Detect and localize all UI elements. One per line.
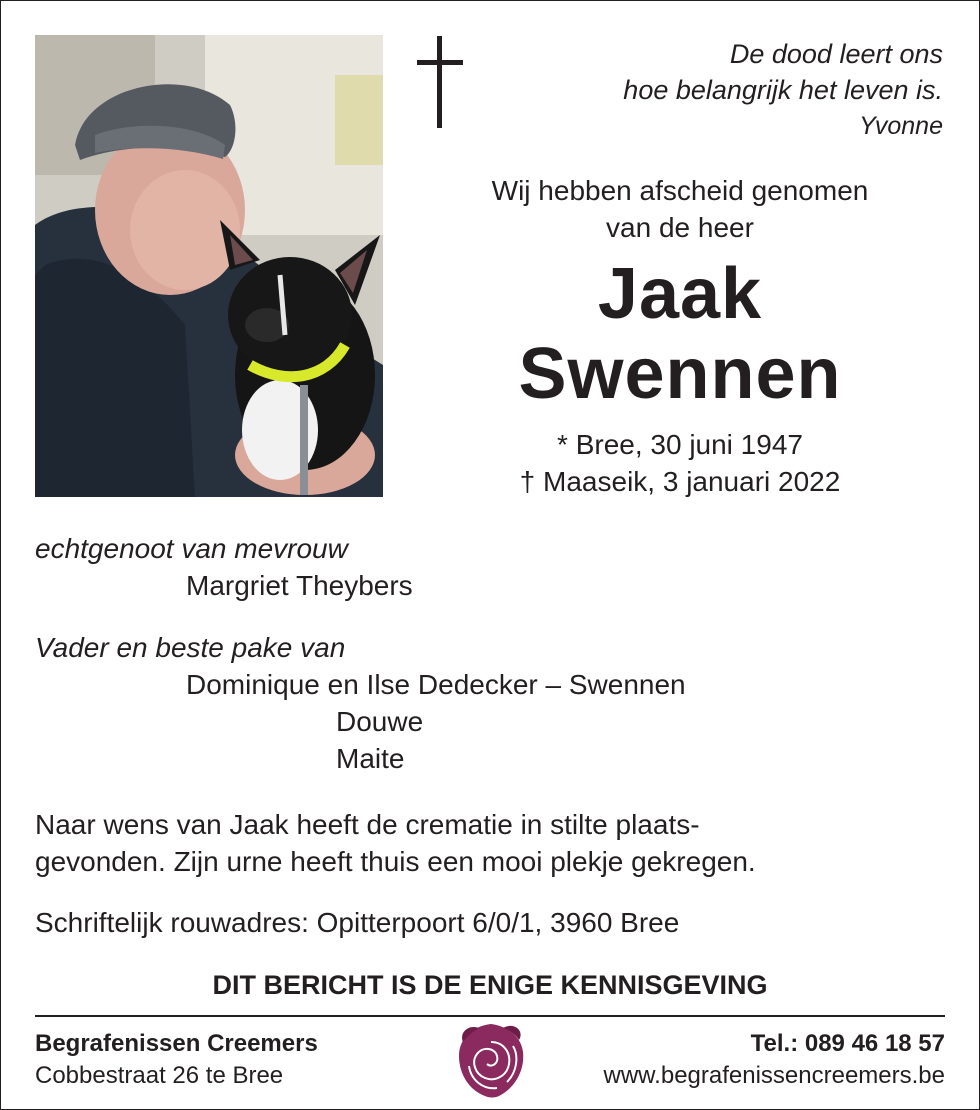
quote-author: Yvonne bbox=[859, 112, 943, 140]
phone-number[interactable]: Tel.: 089 46 18 57 bbox=[750, 1030, 945, 1057]
last-name: Swennen bbox=[518, 334, 842, 414]
quote-line-2: hoe belangrijk het leven is. bbox=[623, 75, 943, 105]
deceased-name bbox=[400, 254, 960, 414]
family-member: Maite bbox=[336, 743, 405, 774]
family-member: Douwe bbox=[336, 706, 424, 737]
life-dates bbox=[400, 426, 960, 500]
death-date: † Maaseik, 3 januari 2022 bbox=[519, 466, 841, 497]
message-line-1: Naar wens van Jaak heeft de crematie in stilte plaats- bbox=[35, 809, 700, 840]
mourning-address: Schriftelijk rouwadres: Opitterpoort 6/0/1, 3960 Bree bbox=[35, 907, 680, 938]
quote-line-1: De dood leert ons bbox=[729, 39, 943, 69]
intro-line-2: van de heer bbox=[606, 212, 754, 243]
family-member: Dominique en Ilse Dedecker – Swennen bbox=[186, 669, 686, 700]
message-line-2: gevonden. Zijn urne heeft thuis een mooi plekje gekregen. bbox=[35, 846, 756, 877]
family-label: Vader en beste pake van bbox=[35, 632, 346, 663]
quote bbox=[473, 36, 943, 144]
funeral-home-contact bbox=[604, 1028, 946, 1092]
first-name: Jaak bbox=[597, 254, 763, 334]
sole-notice: DIT BERICHT IS DE ENIGE KENNISGEVING bbox=[212, 970, 768, 1000]
funeral-home-street: Cobbestraat 26 te Bree bbox=[35, 1062, 284, 1089]
rose-logo-icon bbox=[455, 1022, 527, 1100]
cross-icon bbox=[417, 36, 463, 128]
divider bbox=[35, 1015, 945, 1017]
spouse-label: echtgenoot van mevrouw bbox=[35, 533, 348, 564]
funeral-home-name: Begrafenissen Creemers bbox=[35, 1030, 318, 1057]
portrait-photo bbox=[35, 35, 383, 497]
intro-line-1: Wij hebben afscheid genomen bbox=[491, 175, 869, 206]
intro-text bbox=[400, 172, 960, 246]
funeral-home-info bbox=[35, 1028, 318, 1092]
birth-date: * Bree, 30 juni 1947 bbox=[557, 429, 803, 460]
website-link[interactable]: www.begrafenissencreemers.be bbox=[603, 1062, 945, 1089]
spouse-name: Margriet Theybers bbox=[186, 570, 413, 601]
